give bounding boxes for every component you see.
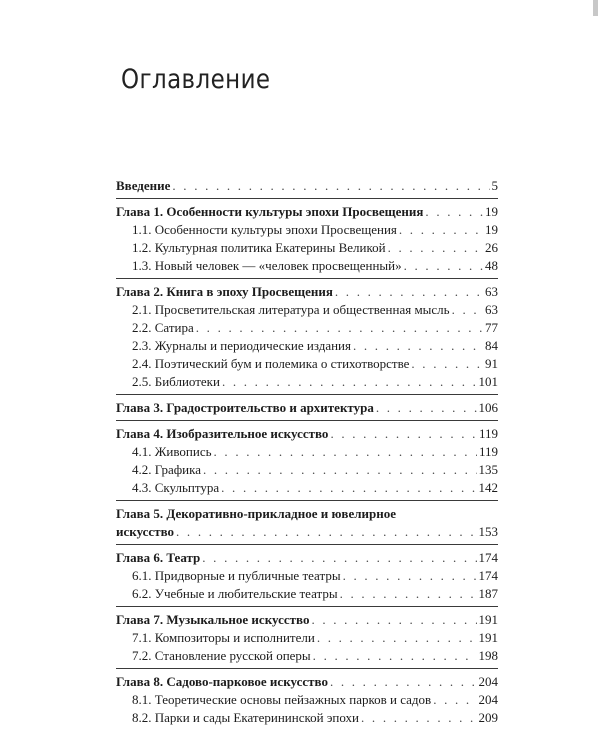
chapter-page: 153 xyxy=(478,524,498,539)
chapter-page: 63 xyxy=(485,284,498,299)
toc-section[interactable] xyxy=(116,709,498,727)
dot-leader xyxy=(388,239,483,257)
dot-leader xyxy=(311,611,476,629)
toc-intro[interactable] xyxy=(116,177,498,195)
toc-chapter[interactable] xyxy=(116,611,498,629)
toc-chapter[interactable] xyxy=(116,203,498,221)
dot-leader xyxy=(404,257,483,275)
toc-section[interactable] xyxy=(116,567,498,585)
toc-intro-page: 5 xyxy=(491,178,498,193)
chapter-label: Глава 2. Книга в эпоху Просвещения xyxy=(116,284,333,299)
dot-leader xyxy=(214,443,477,461)
section-label: 2.4. Поэтический бум и полемика о стихотворстве xyxy=(132,356,410,371)
section-label: 2.1. Просветительская литература и общественная мысль xyxy=(132,302,450,317)
toc-chapter[interactable] xyxy=(116,505,498,541)
dot-leader xyxy=(176,523,476,541)
section-page: 174 xyxy=(478,568,498,583)
section-page: 63 xyxy=(485,302,498,317)
toc-chapter[interactable] xyxy=(116,673,498,691)
chapter-label: Глава 7. Музыкальное искусство xyxy=(116,612,310,627)
toc-section[interactable] xyxy=(116,355,498,373)
chapter-label-line2: искусство xyxy=(116,524,175,539)
toc-section[interactable] xyxy=(116,301,498,319)
dot-leader xyxy=(433,691,476,709)
section-page: 209 xyxy=(478,710,498,725)
toc-section[interactable] xyxy=(116,647,498,665)
dot-leader xyxy=(340,585,477,603)
dot-leader xyxy=(335,283,483,301)
section-page: 135 xyxy=(478,462,498,477)
section-page: 101 xyxy=(478,374,498,389)
section-page: 26 xyxy=(485,240,498,255)
toc-section[interactable] xyxy=(116,629,498,647)
dot-leader xyxy=(330,425,477,443)
dot-leader xyxy=(411,355,483,373)
toc-section[interactable] xyxy=(116,337,498,355)
section-page: 119 xyxy=(478,444,498,459)
dot-leader xyxy=(313,647,477,665)
dot-leader xyxy=(196,319,483,337)
table-of-contents xyxy=(116,177,498,727)
section-label: 8.2. Парки и сады Екатерининской эпохи xyxy=(132,710,360,725)
section-page: 191 xyxy=(478,630,498,645)
section-page: 198 xyxy=(478,648,498,663)
dot-leader xyxy=(172,177,489,195)
chapter-label: Глава 4. Изобразительное искусство xyxy=(116,426,329,441)
toc-section[interactable] xyxy=(116,479,498,497)
section-page: 48 xyxy=(485,258,498,273)
section-page: 19 xyxy=(485,222,498,237)
section-label: 4.1. Живопись xyxy=(132,444,212,459)
dot-leader xyxy=(330,673,477,691)
chapter-label-line1: Глава 5. Декоративно-прикладное и ювелирное xyxy=(116,506,396,521)
chapter-page: 19 xyxy=(485,204,498,219)
toc-section[interactable] xyxy=(116,319,498,337)
section-page: 204 xyxy=(478,692,498,707)
toc-chapter[interactable] xyxy=(116,399,498,417)
toc-chapter[interactable] xyxy=(116,549,498,567)
toc-intro-label: Введение xyxy=(116,178,171,193)
section-label: 2.3. Журналы и периодические издания xyxy=(132,338,351,353)
section-label: 8.1. Теоретические основы пейзажных парков и садов xyxy=(132,692,432,707)
dot-leader xyxy=(425,203,483,221)
dot-leader xyxy=(221,479,476,497)
section-page: 91 xyxy=(485,356,498,371)
section-page: 77 xyxy=(485,320,498,335)
dot-leader xyxy=(202,549,476,567)
chapter-page: 174 xyxy=(478,550,498,565)
dot-leader xyxy=(353,337,483,355)
dot-leader xyxy=(452,301,483,319)
dot-leader xyxy=(222,373,477,391)
dot-leader xyxy=(399,221,483,239)
page-corner-mark xyxy=(593,0,598,16)
toc-chapter[interactable] xyxy=(116,425,498,443)
section-label: 4.3. Скульптура xyxy=(132,480,220,495)
toc-section[interactable] xyxy=(116,257,498,275)
chapter-label: Глава 1. Особенности культуры эпохи Просвещения xyxy=(116,204,424,219)
chapter-label: Глава 3. Градостроительство и архитектура xyxy=(116,400,374,415)
section-label: 7.1. Композиторы и исполнители xyxy=(132,630,315,645)
section-label: 1.2. Культурная политика Екатерины Великой xyxy=(132,240,386,255)
section-page: 84 xyxy=(485,338,498,353)
chapter-page: 204 xyxy=(478,674,498,689)
toc-section[interactable] xyxy=(116,221,498,239)
page-title: Оглавление xyxy=(121,64,271,95)
section-label: 1.3. Новый человек — «человек просвещенный» xyxy=(132,258,402,273)
section-label: 7.2. Становление русской оперы xyxy=(132,648,311,663)
toc-chapter[interactable] xyxy=(116,283,498,301)
toc-section[interactable] xyxy=(116,461,498,479)
section-label: 2.5. Библиотеки xyxy=(132,374,220,389)
toc-section[interactable] xyxy=(116,585,498,603)
dot-leader xyxy=(317,629,477,647)
section-page: 142 xyxy=(478,480,498,495)
chapter-page: 191 xyxy=(478,612,498,627)
section-label: 4.2. Графика xyxy=(132,462,201,477)
toc-section[interactable] xyxy=(116,443,498,461)
section-page: 187 xyxy=(478,586,498,601)
chapter-label: Глава 6. Театр xyxy=(116,550,201,565)
dot-leader xyxy=(203,461,477,479)
chapter-page: 119 xyxy=(478,426,498,441)
dot-leader xyxy=(376,399,477,417)
section-label: 6.1. Придворные и публичные театры xyxy=(132,568,341,583)
dot-leader xyxy=(343,567,477,585)
dot-leader xyxy=(361,709,476,727)
toc-section[interactable] xyxy=(116,691,498,709)
chapter-page: 106 xyxy=(478,400,498,415)
section-label: 1.1. Особенности культуры эпохи Просвещения xyxy=(132,222,397,237)
chapter-label: Глава 8. Садово-парковое искусство xyxy=(116,674,328,689)
section-label: 6.2. Учебные и любительские театры xyxy=(132,586,338,601)
toc-section[interactable] xyxy=(116,373,498,391)
section-label: 2.2. Сатира xyxy=(132,320,194,335)
toc-section[interactable] xyxy=(116,239,498,257)
